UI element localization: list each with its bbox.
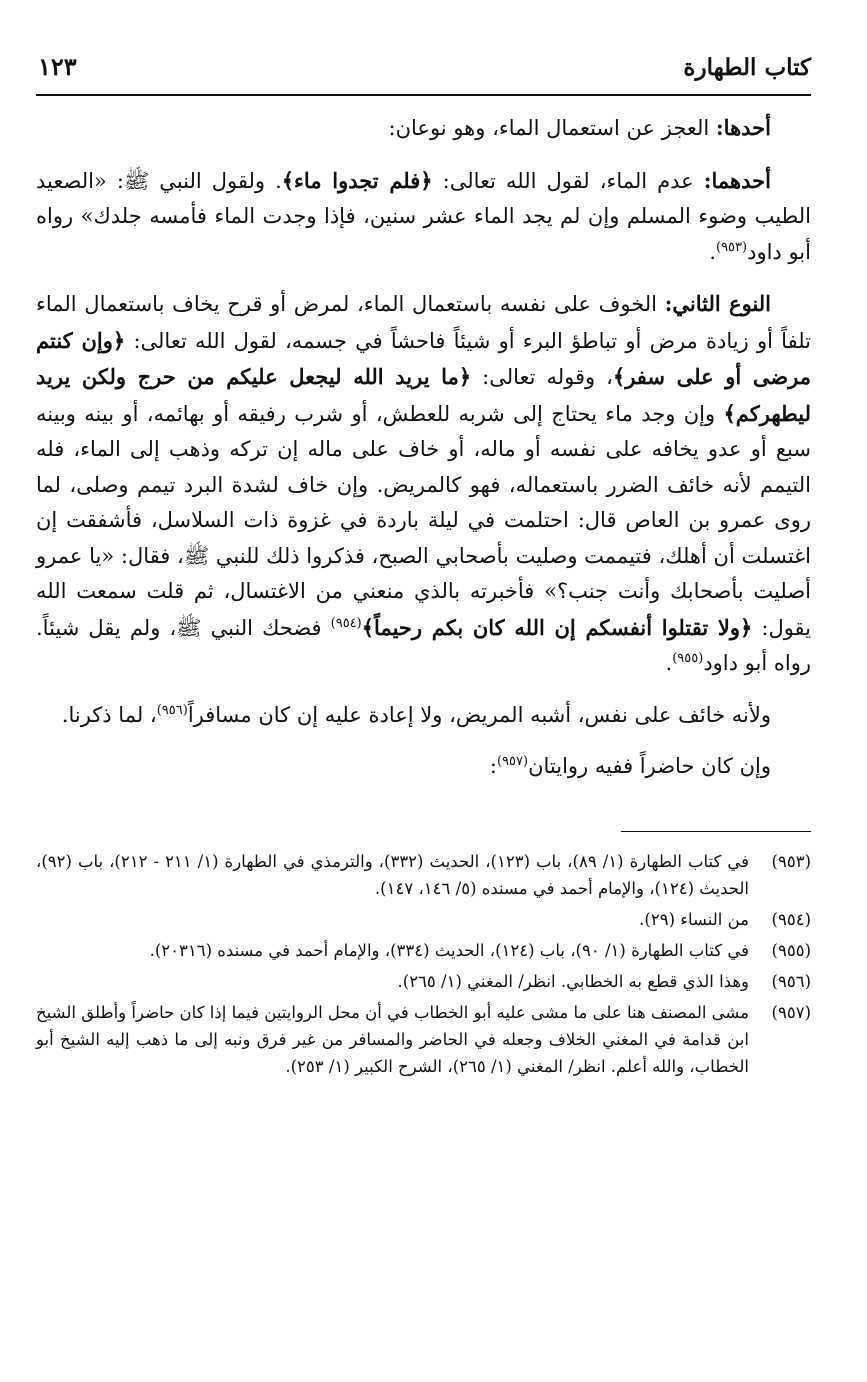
- p4-text-1: ولأنه خائف على نفس، أشبه المريض، ولا إعادة عليه إن كان مسافراً: [187, 702, 771, 727]
- p1-text: العجز عن استعمال الماء، وهو نوعان:: [388, 116, 716, 140]
- paragraph-3: [36, 286, 811, 682]
- footnote-number: (٩٥٤): [771, 909, 811, 929]
- page-header: [36, 44, 811, 96]
- footnote-ref-955[interactable]: (٩٥٥): [672, 651, 704, 666]
- footnote-number: (٩٥٧): [771, 1002, 811, 1022]
- p2-text-2: . ولقول النبي ﷺ: «الصعيد الطيب وضوء المسلم وإن لم يجد الماء عشر سنين، فإذا وجدت الماء فأمسه جلدك» رواه أبو داود: [36, 168, 811, 264]
- p5-text-1: وإن كان حاضراً ففيه روايتان: [528, 754, 771, 778]
- p4-text-2: ، لما ذكرنا.: [61, 702, 157, 727]
- footnote-957: [36, 999, 811, 1080]
- footnote-number: (٩٥٣): [771, 851, 811, 871]
- footnotes: [36, 848, 811, 1080]
- footnote-953: [36, 848, 811, 902]
- footnote-956: [36, 968, 811, 995]
- paragraph-5: [36, 749, 811, 785]
- p3-quran-verse-1: ﴿وإن كنتم مرضى أو على سفر﴾: [36, 327, 811, 389]
- main-text: [36, 110, 811, 785]
- footnote-ref-956[interactable]: (٩٥٦): [156, 702, 188, 718]
- p3-lead: النوع الثاني:: [664, 291, 771, 316]
- page-number: ١٢٣: [38, 52, 77, 81]
- footnote-text: مشى المصنف هنا على ما مشى عليه أبو الخطاب في أن محل الروايتين فيما إذا كان حاضراً وأطلق الشيخ ابن قدامة في المغني الخلاف وجعله في الحاضر والمسافر من غير فرق ونبه إلى ما ذهب إليه الشيخ أبو الخطاب، والله أعلم. انظر/ المغني (١/ ٢٦٥)، الشرح الكبير (١/ ٢٥٣).: [36, 1002, 749, 1076]
- footnote-text: في كتاب الطهارة (١/ ٨٩)، باب (١٢٣)، الحديث (٣٣٢)، والترمذي في الطهارة (١/ ٢١١ - ٢١٢)، باب (٩٢)، الحديث (١٢٤)، والإمام أحمد في مسنده (٥/ ١٤٦، ١٤٧).: [36, 851, 750, 898]
- p3-text-4: فضحك النبي ﷺ، ولم يقل شيئاً. رواه أبو داود: [36, 615, 811, 675]
- paragraph-1: [36, 110, 811, 147]
- footnote-ref-953[interactable]: (٩٥٣): [716, 239, 748, 255]
- book-page: [36, 44, 811, 1084]
- p2-quran-verse: ﴿فلم تجدوا ماء﴾: [281, 167, 433, 193]
- p2-end: .: [709, 239, 716, 264]
- p2-text-1: عدم الماء، لقول الله تعالى:: [432, 168, 704, 193]
- p3-text-1: الخوف على نفسه باستعمال الماء، لمرض أو قرح يخاف باستعمال الماء تلفاً أو زيادة مرض أو تباطؤ البرء أو شيئاً فاحشاً في جسمه، لقول الله تعالى:: [36, 292, 811, 353]
- p5-text-2: :: [489, 754, 497, 778]
- footnote-text: في كتاب الطهارة (١/ ٩٠)، باب (١٢٤)، الحديث (٣٣٤)، والإمام أحمد في مسنده (٢٠٣١٦).: [149, 940, 749, 960]
- p3-quran-verse-2: ﴿ما يريد الله ليجعل عليكم من حرج ولكن يريد ليطهركم﴾: [36, 364, 811, 426]
- footnote-ref-954[interactable]: (٩٥٤): [330, 615, 362, 631]
- p3-text-3: وإن وجد ماء يحتاج إلى شربه للعطش، أو شرب رفيقه أو بهائمه، أو بينه وبينه سبع أو عدو يخافه على نفسه أو ماله، أو خاف على ماله إن تركه وذهب إلى الماء، فله التيمم لأنه خائف الضرر باستعماله، فهو كالمريض. وإن خاف لشدة البرد تيمم وصلى، لما روى عمرو بن العاص قال: احتلمت في ليلة باردة في غزوة ذات السلاسل، فأشفقت إن اغتسلت أن أهلك، فتيممت وصليت بأصحابي الصبح، فذكروا ذلك للنبي ﷺ، فقال: «يا عمرو أصليت بأصحابك وأنت جنب؟» فأخبرته بالذي منعني من الاغتسال، ثم قلت سمعت الله يقول:: [36, 401, 812, 640]
- footnote-separator: [621, 831, 811, 832]
- p2-lead: أحدهما:: [703, 167, 771, 193]
- paragraph-2: [36, 163, 811, 271]
- chapter-title: كتاب الطهارة: [683, 54, 811, 81]
- footnote-954: [36, 906, 811, 933]
- p3-quran-verse-3: ﴿ولا تقتلوا أنفسكم إن الله كان بكم رحيماً﴾: [361, 614, 753, 640]
- footnote-text: وهذا الذي قطع به الخطابي. انظر/ المغني (١/ ٢٦٥).: [397, 971, 749, 991]
- p3-end: .: [665, 651, 673, 675]
- footnote-number: (٩٥٥): [771, 940, 811, 960]
- footnote-text: من النساء (٢٩).: [639, 909, 749, 929]
- p3-text-2: ، وقوله تعالى:: [471, 365, 613, 389]
- footnote-955: [36, 937, 811, 964]
- footnote-number: (٩٥٦): [771, 971, 811, 991]
- paragraph-4: [36, 698, 811, 734]
- footnote-ref-957[interactable]: (٩٥٧): [496, 754, 529, 769]
- p1-lead: أحدها:: [715, 115, 771, 140]
